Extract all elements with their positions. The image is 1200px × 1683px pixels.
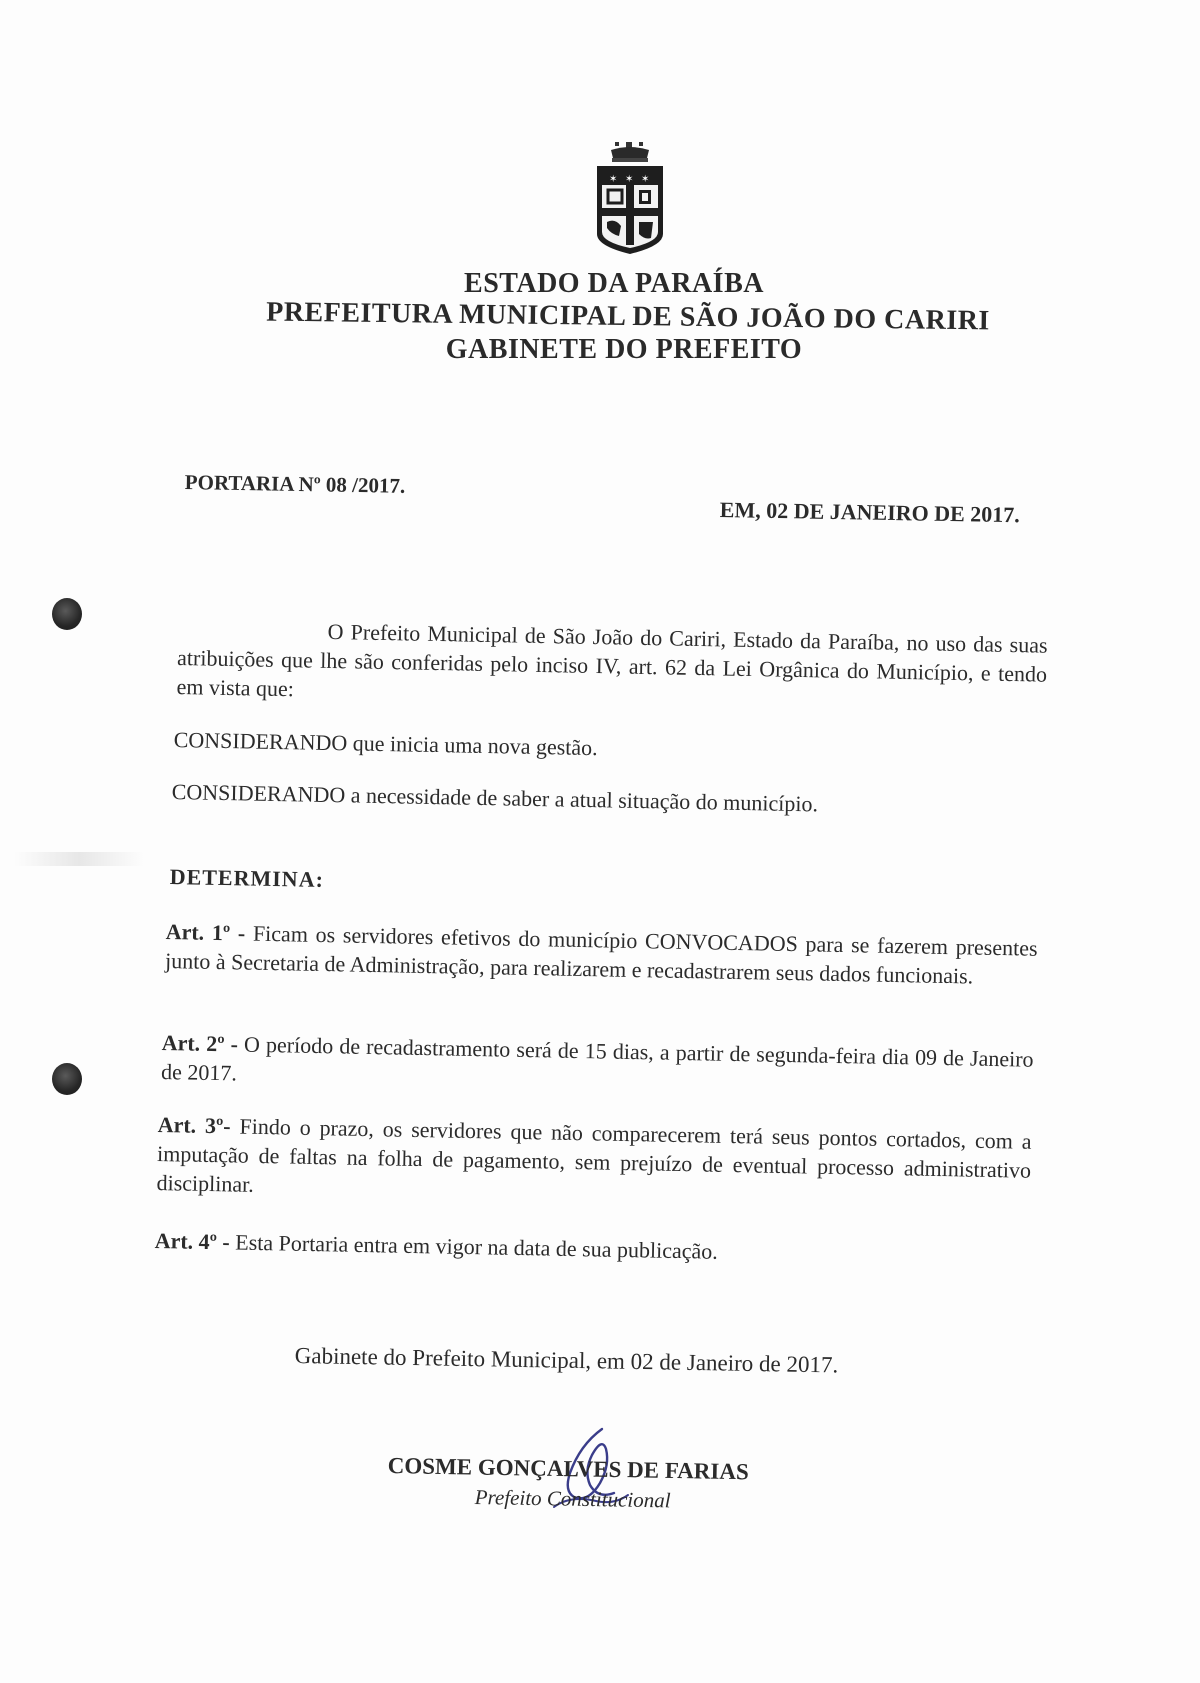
article-3	[156, 1110, 1032, 1214]
article-label: Art. 4º -	[154, 1227, 231, 1255]
signer-title: Prefeito Constitucional	[474, 1485, 671, 1513]
coat-of-arms-icon	[585, 142, 675, 257]
article-text: Ficam os servidores efetivos do município CONVOCADOS para se fazerem presentes junto à Secretaria de Administração, para realizarem e recadastrarem seus dados funcionais.	[164, 920, 1038, 989]
considering-1: CONSIDERANDO que inicia uma nova gestão.	[173, 726, 598, 761]
portaria-number: PORTARIA Nº 08 /2017.	[184, 470, 406, 498]
svg-text:✶: ✶	[641, 174, 650, 185]
article-label: Art. 3º-	[157, 1111, 231, 1139]
article-text: O período de recadastramento será de 15 dias, a partir de segunda-feira dia 09 de Janeiro de 2017.	[160, 1031, 1034, 1086]
punch-hole-icon	[52, 598, 82, 630]
header-office: GABINETE DO PREFEITO	[445, 334, 803, 365]
svg-text:✶: ✶	[625, 174, 634, 185]
article-2	[161, 1028, 1034, 1103]
closing-line: Gabinete do Prefeito Municipal, em 02 de Janeiro de 2017.	[294, 1343, 839, 1378]
svg-text:✶: ✶	[609, 174, 618, 185]
header-state: ESTADO DA PARAÍBA	[464, 268, 764, 299]
article-1	[165, 917, 1038, 992]
header-prefecture: PREFEITURA MUNICIPAL DE SÃO JOÃO DO CARIRI	[266, 296, 990, 337]
intro-paragraph: O Prefeito Municipal de São João do Cariri, Estado da Paraíba, no uso das suas atribuições que lhe são conferidas pelo inciso IV, art. 62 da Lei Orgânica do Município, e tendo em vista que:	[176, 618, 1048, 702]
document-date: EM, 02 DE JANEIRO DE 2017.	[719, 497, 1021, 528]
signer-name: COSME GONÇALVES DE FARIAS	[387, 1453, 749, 1485]
scan-smudge	[14, 852, 144, 866]
punch-hole-icon	[52, 1063, 82, 1095]
article-4	[154, 1226, 1026, 1272]
article-text: Findo o prazo, os servidores que não comparecerem terá seus pontos cortados, com a imputação de faltas na folha de pagamento, sem prejuízo de eventual processo administrativo disciplinar.	[156, 1113, 1032, 1197]
considering-2: CONSIDERANDO a necessidade de saber a atual situação do município.	[171, 778, 819, 817]
article-label: Art. 2º -	[161, 1029, 239, 1057]
determina-heading: DETERMINA:	[169, 863, 325, 892]
article-label: Art. 1º -	[165, 918, 246, 946]
article-text: Esta Portaria entra em vigor na data de sua publicação.	[229, 1229, 719, 1264]
